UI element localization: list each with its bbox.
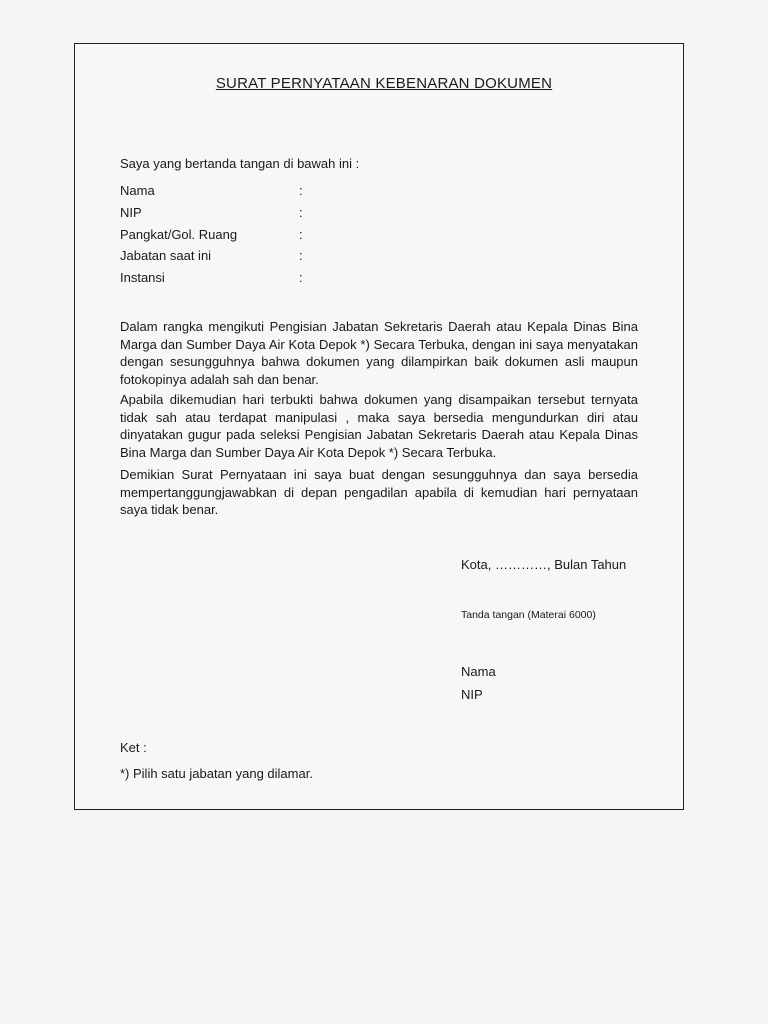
field-label-jabatan: Jabatan saat ini bbox=[120, 248, 212, 263]
field-colon: : bbox=[299, 270, 303, 285]
notes-label: Ket : bbox=[120, 740, 147, 755]
notes-text: *) Pilih satu jabatan yang dilamar. bbox=[120, 766, 313, 781]
field-colon: : bbox=[299, 248, 303, 263]
intro-text: Saya yang bertanda tangan di bawah ini : bbox=[120, 156, 360, 171]
signature-name-label: Nama bbox=[461, 664, 496, 679]
field-colon: : bbox=[299, 227, 303, 242]
field-label-nama: Nama bbox=[120, 183, 155, 198]
signature-nip-label: NIP bbox=[461, 687, 483, 702]
paragraph-closing: Demikian Surat Pernyataan ini saya buat dengan sesungguhnya dan saya bersedia mempertanggungjawabkan di depan pengadilan apabila di kemudian hari pernyataan saya tidak benar. bbox=[120, 467, 638, 517]
field-label-instansi: Instansi bbox=[120, 270, 165, 285]
field-colon: : bbox=[299, 205, 303, 220]
paragraph-consequence: Apabila dikemudian hari terbukti bahwa dokumen yang disampaikan tersebut ternyata tidak sah atau terdapat manipulasi , maka saya bersedia mengundurkan diri atau dinyatakan gugur pada seleksi Pengisian Jabatan Sekretaris Daerah atau Kepala Dinas Bina Marga dan Sumber Daya Air Kota Depok *) Secara Terbuka. bbox=[120, 392, 638, 460]
field-label-pangkat: Pangkat/Gol. Ruang bbox=[120, 227, 238, 242]
field-label-nip: NIP bbox=[120, 205, 142, 220]
paragraph-statement: Dalam rangka mengikuti Pengisian Jabatan Sekretaris Daerah atau Kepala Dinas Bina Marga dan Sumber Daya Air Kota Depok *) Secara Terbuka, dengan ini saya menyatakan dengan sesungguhnya bahwa dokumen yang dilampirkan baik dokumen asli maupun fotokopinya adalah sah dan benar. bbox=[120, 319, 638, 387]
signature-stamp-note: Tanda tangan (Materai 6000) bbox=[461, 609, 596, 621]
signature-place-date: Kota, …………, Bulan Tahun bbox=[461, 557, 627, 572]
field-colon: : bbox=[299, 183, 303, 198]
document-title: SURAT PERNYATAAN KEBENARAN DOKUMEN bbox=[215, 75, 553, 92]
